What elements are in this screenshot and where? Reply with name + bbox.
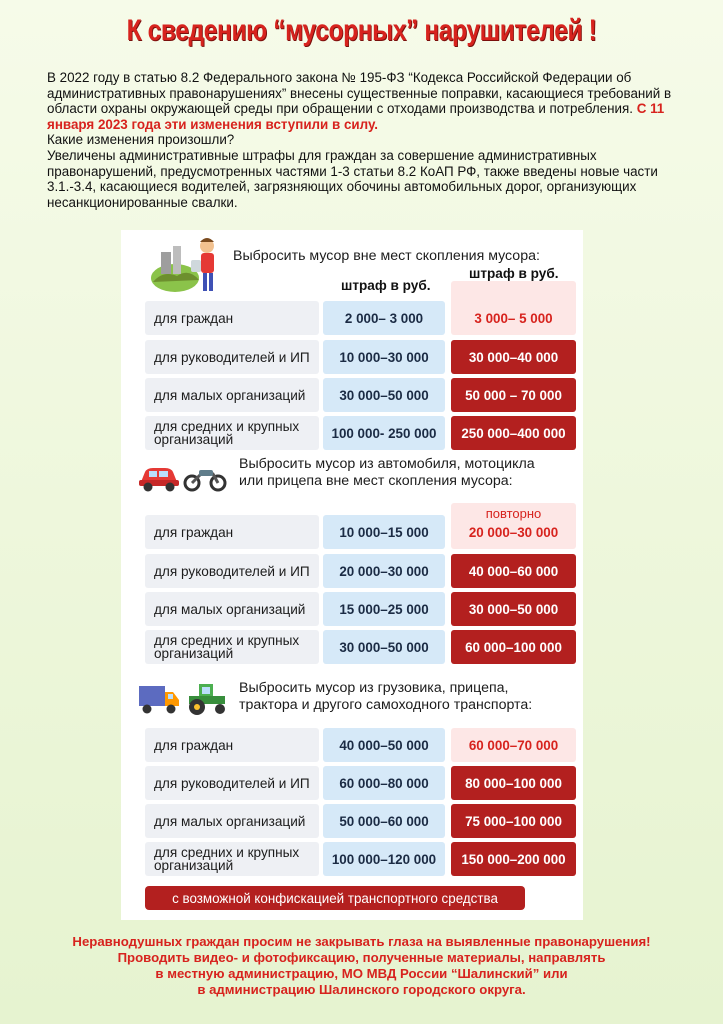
footer-line-4: в администрацию Шалинского городского округа.	[197, 982, 526, 997]
section3-header	[121, 676, 583, 728]
man-with-trash-icon	[145, 232, 231, 300]
fine-value: 10 000–30 000	[323, 340, 445, 374]
section3-title	[239, 680, 532, 714]
section1-row-managers	[121, 340, 583, 374]
row-label: для средних и крупных организаций	[145, 630, 319, 664]
section3-row-large-orgs	[121, 842, 583, 876]
row-label: для граждан	[145, 728, 319, 762]
fine-value: 100 000–120 000	[323, 842, 445, 876]
page-title: К сведению “мусорных” нарушителей !	[126, 14, 597, 47]
repeat-fine-value: 30 000–40 000	[451, 340, 576, 374]
intro-p1-text: В 2022 году в статью 8.2 Федерального закона № 195-ФЗ “Кодекса Российской Федерации об административных правонарушениях” внесены существенные поправки, касающиеся требований в области охраны окружающей среды при обращении с отходами производства и потребления.	[47, 70, 672, 117]
section2-repeat-label: повторно	[485, 506, 542, 521]
motorcycle-icon	[183, 462, 227, 492]
repeat-fine-value: 3 000– 5 000	[451, 281, 576, 335]
truck-icon	[137, 682, 181, 716]
repeat-fine-value: 40 000–60 000	[451, 554, 576, 588]
section1-repeat-heading: штраф в руб.	[469, 266, 559, 281]
section1-row-citizens	[121, 301, 583, 335]
fine-value: 30 000–50 000	[323, 378, 445, 412]
section2-title-line1: Выбросить мусор из автомобиля, мотоцикла	[239, 456, 535, 472]
row-label: для малых организаций	[145, 592, 319, 626]
row-label: для малых организаций	[145, 804, 319, 838]
section2-row-citizens	[121, 506, 583, 549]
section1-row-small-orgs	[121, 378, 583, 412]
fine-value: 30 000–50 000	[323, 630, 445, 664]
car-icon	[137, 462, 181, 492]
row-label: для руководителей и ИП	[145, 766, 319, 800]
row-label: для руководителей и ИП	[145, 554, 319, 588]
confiscation-note: с возможной конфискацией транспортного средства	[145, 886, 525, 910]
repeat-fine-value: 75 000–100 000	[451, 804, 576, 838]
section3-row-small-orgs	[121, 804, 583, 838]
intro-p1-highlight: С 11 января 2023 года эти изменения вступили в силу.	[47, 101, 665, 132]
tractor-icon	[185, 680, 229, 716]
section2-row-large-orgs	[121, 630, 583, 664]
repeat-fine-value: 60 000–70 000	[451, 728, 576, 762]
section3-row-managers	[121, 766, 583, 800]
footer-line-3: в местную администрацию, МО МВД России “Шалинский” или	[155, 966, 568, 981]
fine-value: 100 000- 250 000	[323, 416, 445, 450]
footer-line-2: Проводить видео- и фотофиксацию, полученные материалы, направлять	[117, 950, 606, 965]
fine-value: 60 000–80 000	[323, 766, 445, 800]
repeat-fine-value: 80 000–100 000	[451, 766, 576, 800]
footer-appeal	[0, 934, 723, 998]
repeat-fine-value: 60 000–100 000	[451, 630, 576, 664]
section2-title	[239, 456, 535, 490]
fine-value: 10 000–15 000	[323, 515, 445, 549]
intro-text	[47, 70, 687, 210]
section2-title-line2: или прицепа вне мест скопления мусора:	[239, 473, 513, 489]
repeat-fine-value: 30 000–50 000	[451, 592, 576, 626]
fine-value: 40 000–50 000	[323, 728, 445, 762]
fine-value: 2 000– 3 000	[323, 301, 445, 335]
footer-line-1: Неравнодушных граждан просим не закрывать глаза на выявленные правонарушения!	[72, 934, 651, 949]
repeat-fine-value: 250 000–400 000	[451, 416, 576, 450]
repeat-fine-value: 150 000–200 000	[451, 842, 576, 876]
row-label: для граждан	[145, 515, 319, 549]
row-label: для граждан	[145, 301, 319, 335]
section2-row-small-orgs	[121, 592, 583, 626]
fine-value: 20 000–30 000	[323, 554, 445, 588]
fine-value: 50 000–60 000	[323, 804, 445, 838]
section2-header	[121, 456, 583, 508]
section3-row-citizens	[121, 728, 583, 762]
fines-infographic	[121, 230, 583, 920]
row-label: для руководителей и ИП	[145, 340, 319, 374]
section3-title-line2: трактора и другого самоходного транспорта:	[239, 697, 533, 713]
intro-paragraph-3: Увеличены административные штрафы для граждан за совершение административных правонарушений, предусмотренных частями 1-3 статьи 8.2 КоАП РФ, также введены новые части 3.1.-3.4, касающиеся водителей, загрязняющих обочины автомобильных дорог, организующих несанкционированные свалки.	[47, 147, 658, 210]
intro-paragraph-1	[47, 70, 687, 132]
section3-title-line1: Выбросить мусор из грузовика, прицепа,	[239, 680, 509, 696]
section1-fine-heading: штраф в руб.	[341, 278, 431, 293]
row-label: для средних и крупных организаций	[145, 416, 319, 450]
row-label: для малых организаций	[145, 378, 319, 412]
intro-question: Какие изменения произошли?	[47, 132, 235, 148]
section2-row-managers	[121, 554, 583, 588]
fine-value: 15 000–25 000	[323, 592, 445, 626]
row-label: для средних и крупных организаций	[145, 842, 319, 876]
repeat-cell	[451, 503, 576, 549]
repeat-fine-value: 50 000 – 70 000	[451, 378, 576, 412]
section1-row-large-orgs	[121, 416, 583, 450]
section1-title: Выбросить мусор вне мест скопления мусора:	[233, 248, 540, 264]
repeat-fine-value: 20 000–30 000	[468, 525, 559, 540]
